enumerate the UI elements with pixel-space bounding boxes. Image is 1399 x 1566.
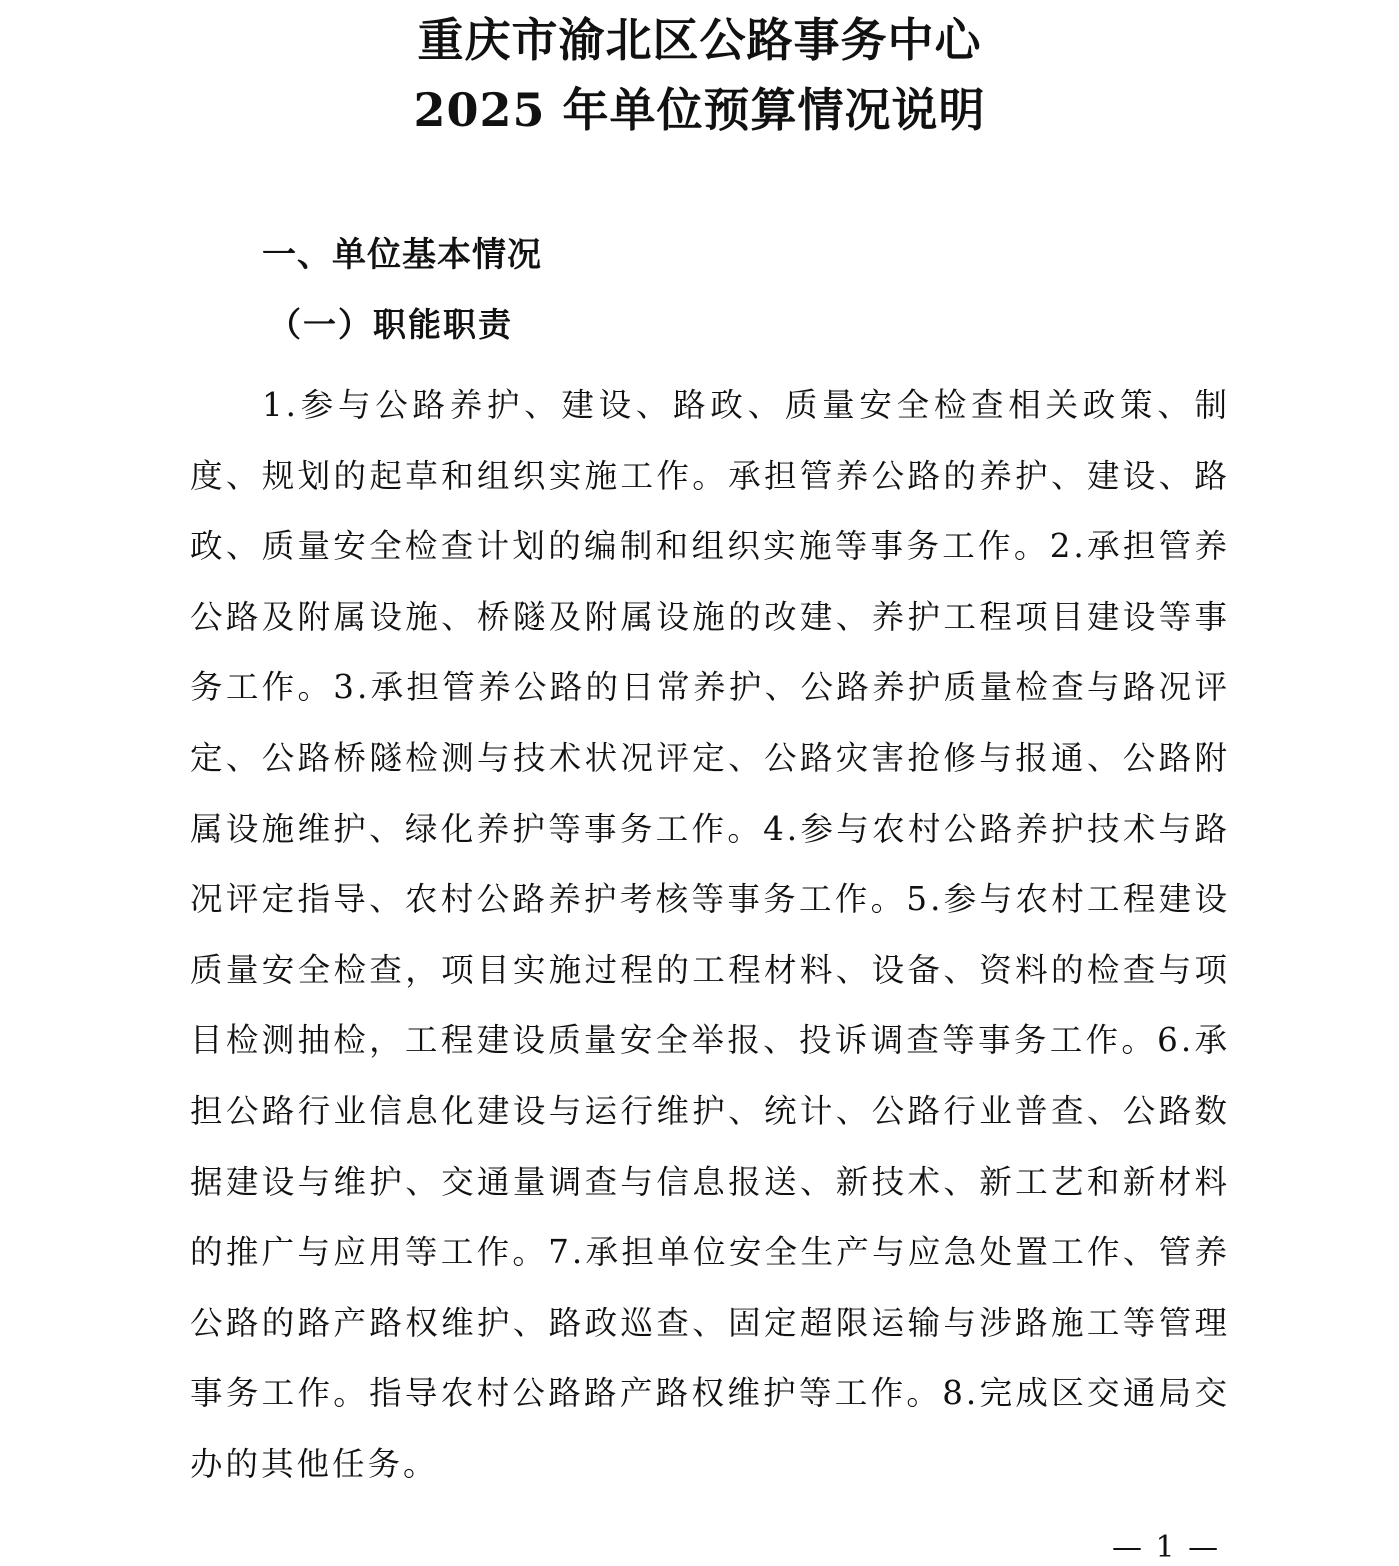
page-number: — 1 —	[1112, 1530, 1221, 1565]
document-title-line-2: 2025 年单位预算情况说明	[413, 83, 986, 137]
section-heading: 一、单位基本情况	[262, 235, 542, 275]
body-paragraph: 1.参与公路养护、建设、路政、质量安全检查相关政策、制度、规划的起草和组织实施工作。承担管养公路的养护、建设、路政、质量安全检查计划的编制和组织实施等事务工作。2.承担管养公路及附属设施、桥隧及附属设施的改建、养护工程项目建设等事务工作。3.承担管养公路的日常养护、公路养护质量检查与路况评定、公路桥隧检测与技术状况评定、公路灾害抢修与报通、公路附属设施维护、绿化养护等事务工作。4.参与农村公路养护技术与路况评定指导、农村公路养护考核等事务工作。5.参与农村工程建设质量安全检查，项目实施过程的工程材料、设备、资料的检查与项目检测抽检，工程建设质量安全举报、投诉调查等事务工作。6.承担公路行业信息化建设与运行维护、统计、公路行业普查、公路数据建设与维护、交通量调查与信息报送、新技术、新工艺和新材料的推广与应用等工作。7.承担单位安全生产与应急处置工作、管养公路的路产路权维护、路政巡查、固定超限运输与涉路施工等管理事务工作。指导农村公路路产路权维护等工作。8.完成区交通局交办的其他任务。	[190, 386, 1230, 1483]
document-title-line-1: 重庆市渝北区公路事务中心	[417, 13, 982, 67]
subsection-heading: （一）职能职责	[268, 305, 513, 344]
